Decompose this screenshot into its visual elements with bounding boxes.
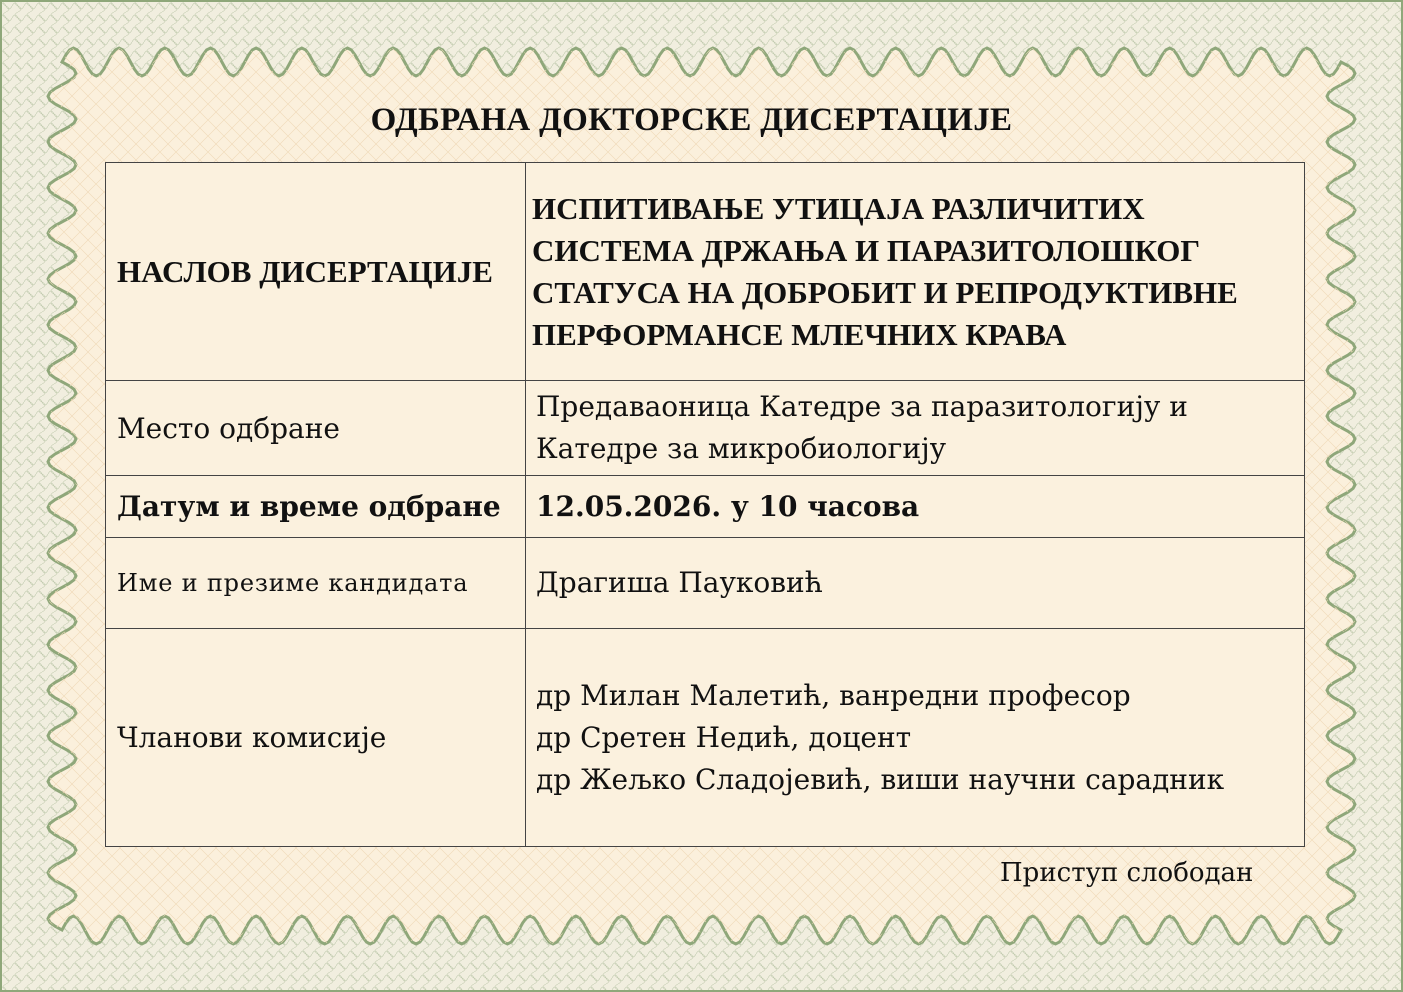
thesis-title-label: НАСЛОВ ДИСЕРТАЦИЈЕ xyxy=(106,163,526,381)
row-location xyxy=(106,381,1305,476)
row-candidate xyxy=(106,538,1305,629)
committee-member: др Сретен Недић, доцент xyxy=(536,720,912,754)
candidate-value: Драгиша Пауковић xyxy=(526,538,1305,629)
committee-label: Чланови комисије xyxy=(106,629,526,847)
row-thesis-title xyxy=(106,163,1305,381)
defense-info-table xyxy=(105,162,1305,847)
access-note: Приступ слободан xyxy=(1000,858,1254,888)
location-label: Место одбране xyxy=(106,381,526,476)
date-time-value: 12.05.2026. у 10 часова xyxy=(526,476,1305,538)
page-title: ОДБРАНА ДОКТОРСКЕ ДИСЕРТАЦИЈЕ xyxy=(370,102,1013,138)
date-time-label: Датум и време одбране xyxy=(106,476,526,538)
location-value: Предаваоница Катедре за паразитологију и Катедре за микробиологију xyxy=(526,381,1305,476)
row-committee xyxy=(106,629,1305,847)
thesis-title-value: ИСПИТИВАЊЕ УТИЦАЈА РАЗЛИЧИТИХ СИСТЕМА ДРЖАЊА И ПАРАЗИТОЛОШКОГ СТАТУСА НА ДОБРОБИТ И РЕПРОДУКТИВНЕ ПЕРФОРМАНСЕ МЛЕЧНИХ КРАВА xyxy=(526,163,1305,381)
candidate-label: Име и презиме кандидата xyxy=(106,538,526,629)
row-date-time xyxy=(106,476,1305,538)
committee-member: др Милан Малетић, ванредни професор xyxy=(536,678,1131,712)
committee-member: др Жељко Сладојевић, виши научни сарадник xyxy=(536,762,1225,796)
committee-members xyxy=(526,629,1305,847)
